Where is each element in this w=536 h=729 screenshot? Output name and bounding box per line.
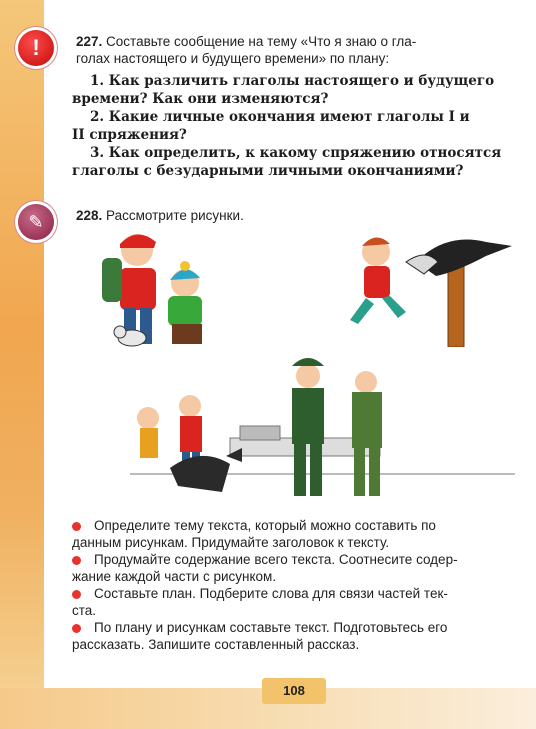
question-line: времени? Как они изменяются? — [72, 91, 329, 107]
illustration-children-with-puppy — [72, 228, 232, 358]
list-item — [72, 518, 520, 551]
question-line: глаголы с безударными личными окончаниями? — [72, 163, 464, 179]
intro-line: голах настоящего и будущего времени» по плану: — [76, 51, 390, 66]
question-line: 1. Как различить глаголы настоящего и будущего — [90, 73, 495, 89]
exercise-227-intro — [76, 33, 516, 67]
task-line: По плану и рисункам составьте текст. Подготовьтесь его — [94, 620, 448, 635]
question-line: II спряжения? — [72, 127, 187, 143]
exclamation-icon: ! — [18, 30, 54, 66]
page-number: 108 — [262, 678, 326, 704]
illustration-border-guards-scene — [130, 356, 515, 506]
task-line: Определите тему текста, который можно составить по — [94, 518, 436, 533]
exercise-number: 228. — [76, 208, 103, 223]
task-line: рассказать. Запишите составленный рассказ. — [72, 636, 360, 652]
question-line: 2. Какие личные окончания имеют глаголы I и — [90, 109, 470, 125]
exercise-number: 227. — [76, 34, 103, 49]
task-line: данным рисункам. Придумайте заголовок к тексту. — [72, 534, 390, 550]
intro-line: Составьте сообщение на тему «Что я знаю о гла- — [106, 34, 417, 49]
feather-icon: ✎ — [18, 204, 54, 240]
bullet-icon — [72, 522, 81, 531]
bullet-icon — [72, 556, 81, 565]
task-line: Составьте план. Подберите слова для связи частей тек- — [94, 586, 448, 601]
question-list — [72, 72, 517, 180]
task-line: Продумайте содержание всего текста. Соотнесите содер- — [94, 552, 458, 567]
list-item — [72, 552, 520, 585]
bullet-icon — [72, 590, 81, 599]
task-line: жание каждой части с рисунком. — [72, 568, 277, 584]
page-margin-band — [0, 0, 44, 729]
bullet-icon — [72, 624, 81, 633]
illustration-boy-and-dog — [336, 222, 521, 347]
task-line: ста. — [72, 602, 97, 618]
list-item — [72, 620, 520, 653]
list-item — [72, 586, 520, 619]
instruction: Рассмотрите рисунки. — [106, 208, 244, 223]
question-line: 3. Как определить, к какому спряжению относятся — [90, 145, 502, 161]
task-list — [72, 518, 520, 654]
